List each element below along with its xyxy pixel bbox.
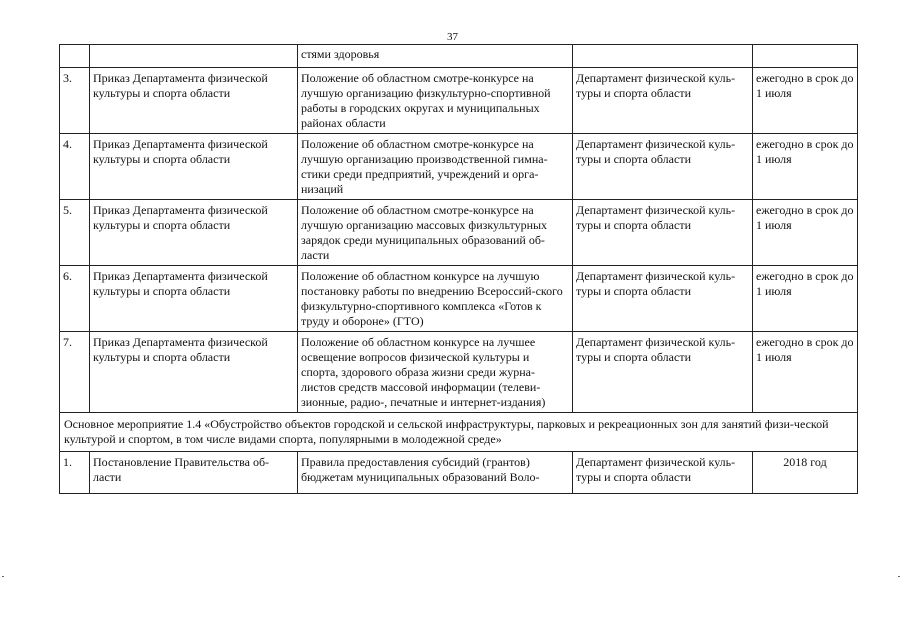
table-row bbox=[60, 68, 858, 134]
cell-title: Положение об областном конкурсе на лучшую постановку работы по внедрению Всероссий-ского физкультурно-спортивного комплекса «Готов к труду и обороне» (ГТО) bbox=[298, 266, 573, 332]
cell-title: Правила предоставления субсидий (грантов) бюджетам муниципальных образований Воло- bbox=[298, 452, 573, 494]
scan-edge-mark bbox=[898, 576, 900, 577]
cell-doc-type: Постановление Правительства об-ласти bbox=[90, 452, 298, 494]
cell-executor: Департамент физической куль-туры и спорта области bbox=[573, 332, 753, 413]
cell-doc-type: Приказ Департамента физической культуры и спорта области bbox=[90, 266, 298, 332]
table-row bbox=[60, 266, 858, 332]
cell-num: 1. bbox=[60, 452, 90, 494]
cell-num bbox=[60, 45, 90, 68]
cell-doc-type: Приказ Департамента физической культуры и спорта области bbox=[90, 332, 298, 413]
cell-executor bbox=[573, 45, 753, 68]
cell-deadline: 2018 год bbox=[753, 452, 858, 494]
table-row bbox=[60, 332, 858, 413]
cell-num: 7. bbox=[60, 332, 90, 413]
scan-edge-mark bbox=[2, 576, 4, 577]
cell-doc-type: Приказ Департамента физической культуры и спорта области bbox=[90, 134, 298, 200]
table-row bbox=[60, 200, 858, 266]
cell-title: Положение об областном смотре-конкурсе на лучшую организацию производственной гимна-стики среди предприятий, учреждений и орга-низаций bbox=[298, 134, 573, 200]
cell-deadline: ежегодно в срок до 1 июля bbox=[753, 266, 858, 332]
cell-title: Положение об областном смотре-конкурсе на лучшую организацию массовых физкультурных зарядок среди муниципальных образований об-ласти bbox=[298, 200, 573, 266]
cell-executor: Департамент физической куль-туры и спорта области bbox=[573, 134, 753, 200]
page-number: 37 bbox=[447, 31, 458, 43]
cell-deadline: ежегодно в срок до 1 июля bbox=[753, 134, 858, 200]
cell-num: 4. bbox=[60, 134, 90, 200]
cell-executor: Департамент физической куль-туры и спорта области bbox=[573, 200, 753, 266]
cell-title: Положение об областном конкурсе на лучшее освещение вопросов физической культуры и спорта, здорового образа жизни среди журна-листов средств массовой информации (телеви-зионные, радио-, печатные и интернет-издания) bbox=[298, 332, 573, 413]
document-table bbox=[59, 44, 858, 494]
cell-num: 5. bbox=[60, 200, 90, 266]
cell-num: 3. bbox=[60, 68, 90, 134]
cell-doc-type: Приказ Департамента физической культуры и спорта области bbox=[90, 68, 298, 134]
cell-title: стями здоровья bbox=[298, 45, 573, 68]
table-row bbox=[60, 452, 858, 494]
cell-executor: Департамент физической куль-туры и спорта области bbox=[573, 68, 753, 134]
cell-deadline bbox=[753, 45, 858, 68]
cell-doc-type bbox=[90, 45, 298, 68]
section-row bbox=[60, 413, 858, 452]
table-row bbox=[60, 45, 858, 68]
section-heading: Основное мероприятие 1.4 «Обустройство объектов городской и сельской инфраструктуры, парковых и рекреационных зон для занятий физи-ческой культурой и спортом, в том числе видами спорта, популярными в молодежной среде» bbox=[60, 413, 858, 452]
cell-deadline: ежегодно в срок до 1 июля bbox=[753, 68, 858, 134]
cell-title: Положение об областном смотре-конкурсе на лучшую организацию физкультурно-спортивной работы в городских округах и муниципальных районах области bbox=[298, 68, 573, 134]
cell-executor: Департамент физической куль-туры и спорта области bbox=[573, 266, 753, 332]
table-row bbox=[60, 134, 858, 200]
cell-num: 6. bbox=[60, 266, 90, 332]
cell-doc-type: Приказ Департамента физической культуры и спорта области bbox=[90, 200, 298, 266]
cell-executor: Департамент физической куль-туры и спорта области bbox=[573, 452, 753, 494]
cell-deadline: ежегодно в срок до 1 июля bbox=[753, 332, 858, 413]
cell-deadline: ежегодно в срок до 1 июля bbox=[753, 200, 858, 266]
